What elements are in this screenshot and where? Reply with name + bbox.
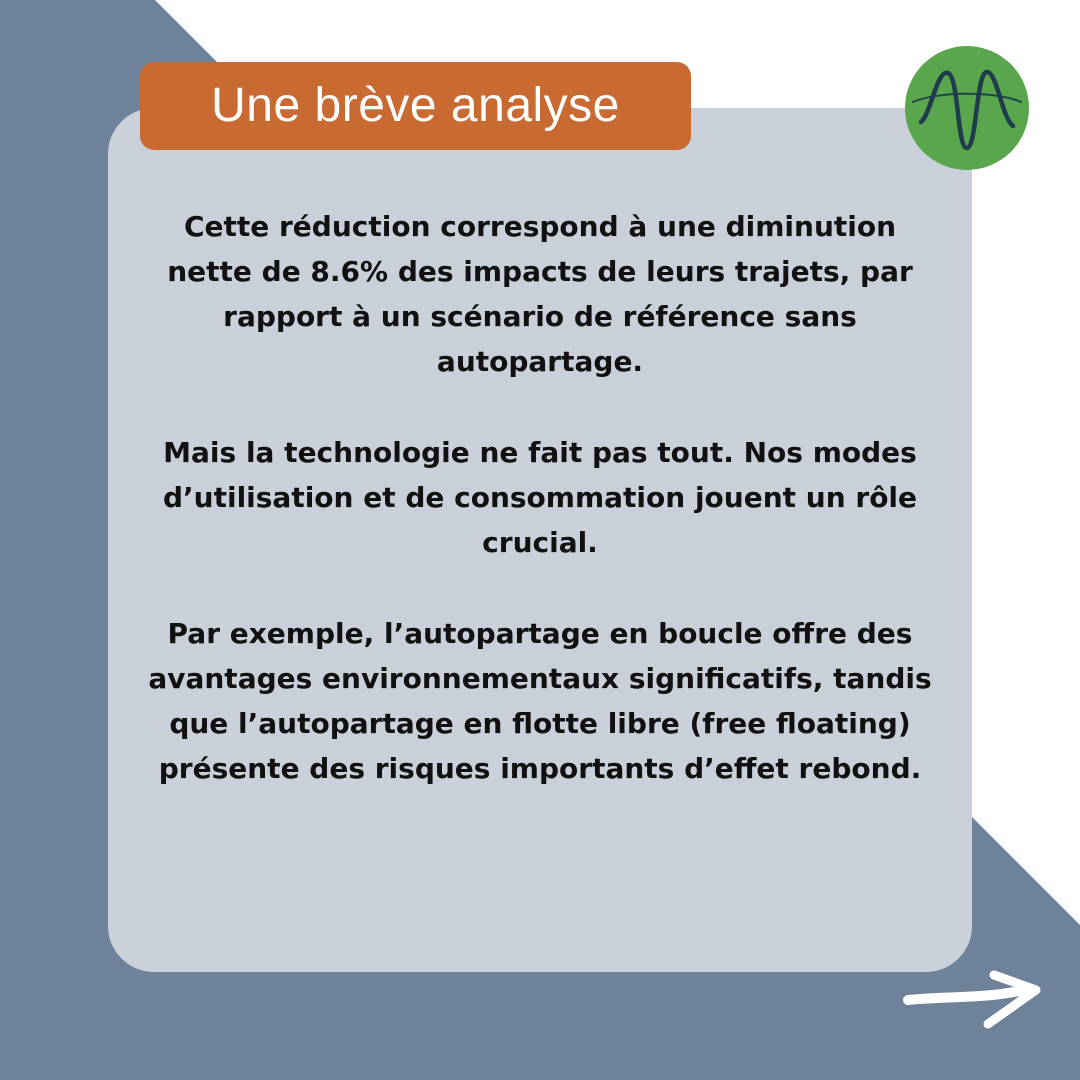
mountain-logo-icon [903, 44, 1031, 172]
paragraph-2: Mais la technologie ne fait pas tout. Nos modes d’utilisation et de consommation jouent un rôle crucial. [162, 436, 918, 559]
paragraph-1: Cette réduction correspond à une diminution nette de 8.6% des impacts de leurs trajets, par rapport à un scénario de référence sans autopartage. [167, 210, 913, 378]
content-body [140, 204, 940, 791]
title-badge [140, 62, 691, 150]
arrow-right-icon[interactable] [900, 966, 1045, 1036]
paragraph-3: Par exemple, l’autopartage en boucle offre des avantages environnementaux significatifs, tandis que l’autopartage en flotte libre (free floating) présente des risques importants d’effet rebond. [148, 617, 932, 785]
page-title: Une brève analyse [211, 79, 620, 132]
